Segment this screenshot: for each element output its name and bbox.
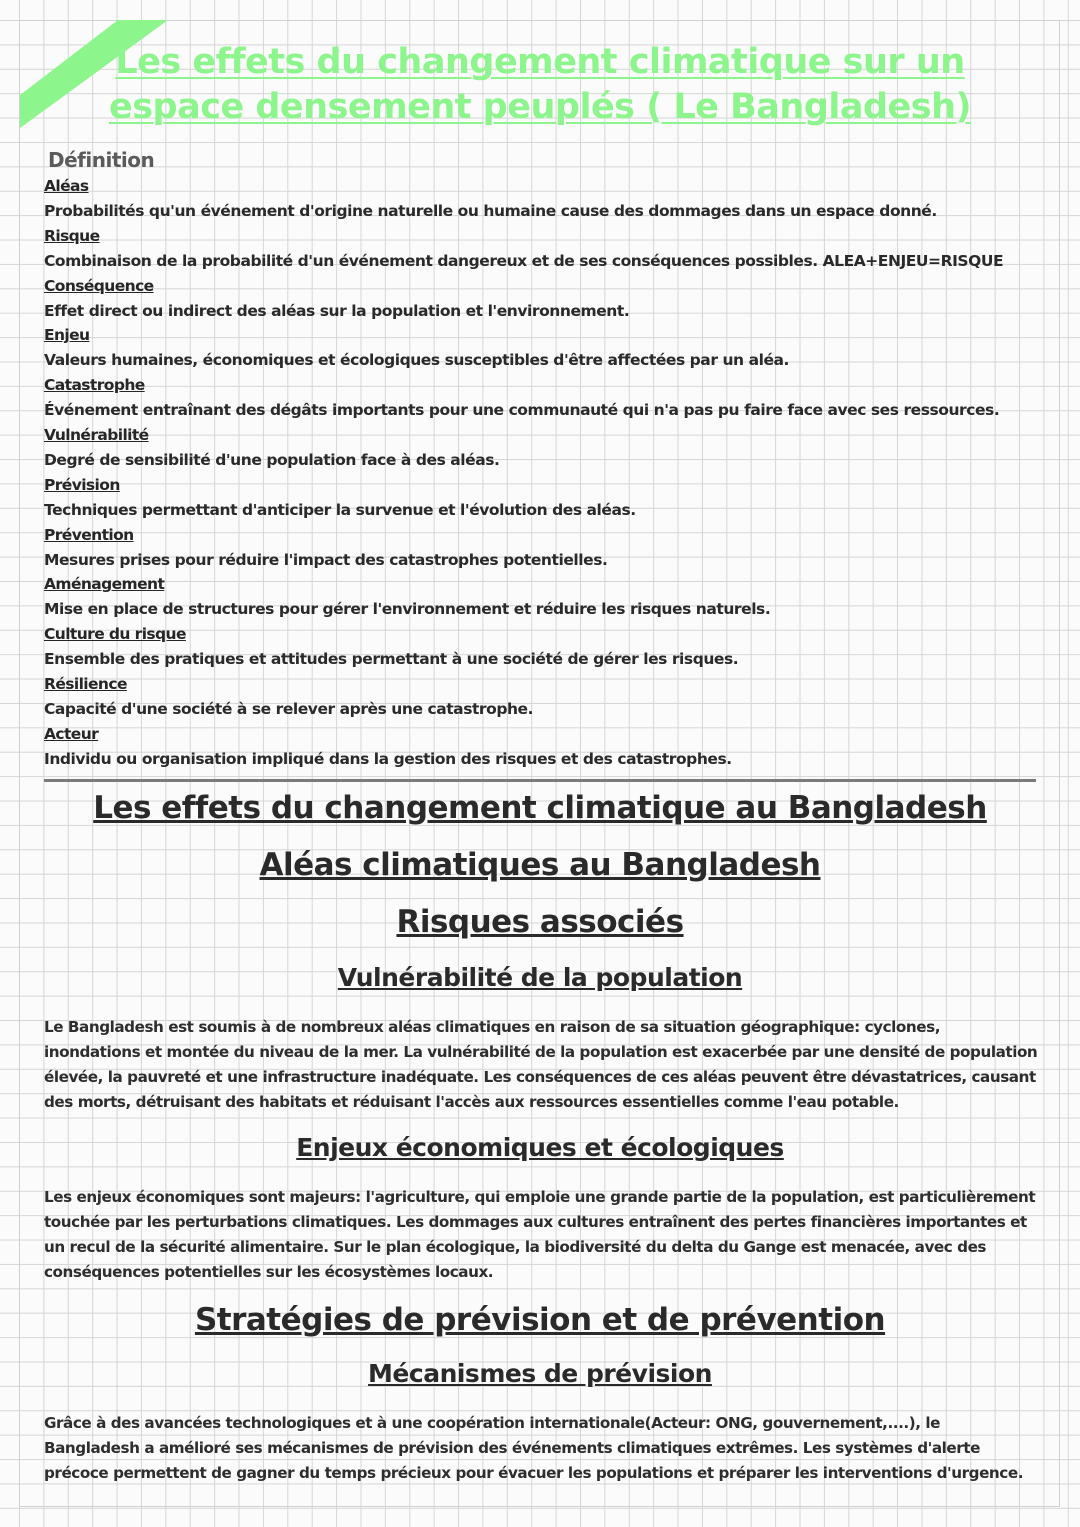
definition-text: Mise en place de structures pour gérer l'environnement et réduire les risques naturels. xyxy=(44,600,771,619)
definition-term: Prévention xyxy=(44,525,134,544)
mecanismes-heading: Mécanismes de prévision xyxy=(368,1359,712,1388)
definition-item xyxy=(44,224,1044,274)
definition-term: Risque xyxy=(44,226,100,245)
definition-item xyxy=(44,523,1044,573)
strategies-heading: Stratégies de prévision et de prévention xyxy=(194,1302,886,1338)
definition-item xyxy=(44,622,1044,672)
definition-term: Conséquence xyxy=(44,276,154,295)
page-title: Les effets du changement climatique sur un espace densement peuplés ( Le Bangladesh) xyxy=(108,42,972,127)
vulnerabilite-heading: Vulnérabilité de la population xyxy=(337,963,743,992)
definition-item xyxy=(44,323,1044,373)
section-divider xyxy=(44,779,1036,782)
definition-term: Aménagement xyxy=(44,575,165,594)
enjeux-heading: Enjeux économiques et écologiques xyxy=(296,1133,784,1162)
definition-text: Capacité d'une société à se relever après une catastrophe. xyxy=(44,699,534,718)
definition-item xyxy=(44,722,1044,772)
definition-term: Culture du risque xyxy=(44,625,186,644)
definition-text: Mesures prises pour réduire l'impact des catastrophes potentielles. xyxy=(44,550,608,569)
definition-text: Combinaison de la probabilité d'un événement dangereux et de ses conséquences possibles. ALEA+ENJEU=RISQUE xyxy=(44,251,1004,270)
enjeux-paragraph: Les enjeux économiques sont majeurs: l'agriculture, qui emploie une grande partie de la population, est particulièrement touchée par les perturbations climatiques. Les dommages aux cultures entraînent des pertes financières importantes et un recul de la sécurité alimentaire. Sur le plan écologique, la biodiversité du delta du Gange est menacée, avec des conséquences potentielles sur les écosystèmes locaux. xyxy=(44,1188,1036,1281)
definition-term: Aléas xyxy=(44,177,89,195)
mecanismes-paragraph: Grâce à des avancées technologiques et à une coopération internationale(Acteur: ONG, gouvernement,....), le Bangladesh a amélioré ses mécanismes de prévision des événements climatiques extrêmes. Les systèmes d'alerte précoce permettent de gagner du temps précieux pour évacuer les populations et préparer les interventions d'urgence. xyxy=(44,1414,1024,1482)
definitions-list xyxy=(44,174,1044,772)
definition-item xyxy=(44,572,1044,622)
effets-heading: Les effets du changement climatique au Bangladesh xyxy=(93,790,987,826)
vulnerabilite-paragraph: Le Bangladesh est soumis à de nombreux aléas climatiques en raison de sa situation géographique: cyclones, inondations et montée du niveau de la mer. La vulnérabilité de la population est exacerbée par une densité de population élevée, la pauvreté et une infrastructure inadéquate. Les conséquences de ces aléas peuvent être dévastatrices, causant des morts, détruisant des habitats et réduisant l'accès aux ressources essentielles comme l'eau potable. xyxy=(44,1018,1038,1111)
definition-text: Ensemble des pratiques et attitudes permettant à une société de gérer les risques. xyxy=(44,650,739,669)
aleas-heading: Aléas climatiques au Bangladesh xyxy=(259,847,821,883)
definition-text: Événement entraînant des dégâts importants pour une communauté qui n'a pas pu faire face avec ses ressources. xyxy=(44,401,1000,420)
definition-item xyxy=(44,174,1044,224)
definition-term: Résilience xyxy=(44,674,127,693)
definition-item xyxy=(44,423,1044,473)
definition-text: Techniques permettant d'anticiper la survenue et l'évolution des aléas. xyxy=(44,500,636,519)
risques-heading: Risques associés xyxy=(396,904,684,940)
definition-item xyxy=(44,672,1044,722)
definition-item xyxy=(44,473,1044,523)
definition-term: Enjeu xyxy=(44,326,90,345)
definition-term: Vulnérabilité xyxy=(44,425,149,444)
definition-text: Effet direct ou indirect des aléas sur la population et l'environnement. xyxy=(44,301,630,320)
definition-item xyxy=(44,274,1044,324)
definition-term: Catastrophe xyxy=(44,376,145,395)
definition-text: Probabilités qu'un événement d'origine naturelle ou humaine cause des dommages dans un espace donné. xyxy=(44,202,937,220)
definitions-heading: Définition xyxy=(48,148,155,172)
definition-text: Individu ou organisation impliqué dans la gestion des risques et des catastrophes. xyxy=(44,749,732,768)
definition-text: Degré de sensibilité d'une population face à des aléas. xyxy=(44,450,500,469)
definition-term: Prévision xyxy=(44,475,120,494)
definition-text: Valeurs humaines, économiques et écologiques susceptibles d'être affectées par un aléa. xyxy=(44,351,789,370)
definition-term: Acteur xyxy=(44,724,99,743)
definition-item xyxy=(44,373,1044,423)
